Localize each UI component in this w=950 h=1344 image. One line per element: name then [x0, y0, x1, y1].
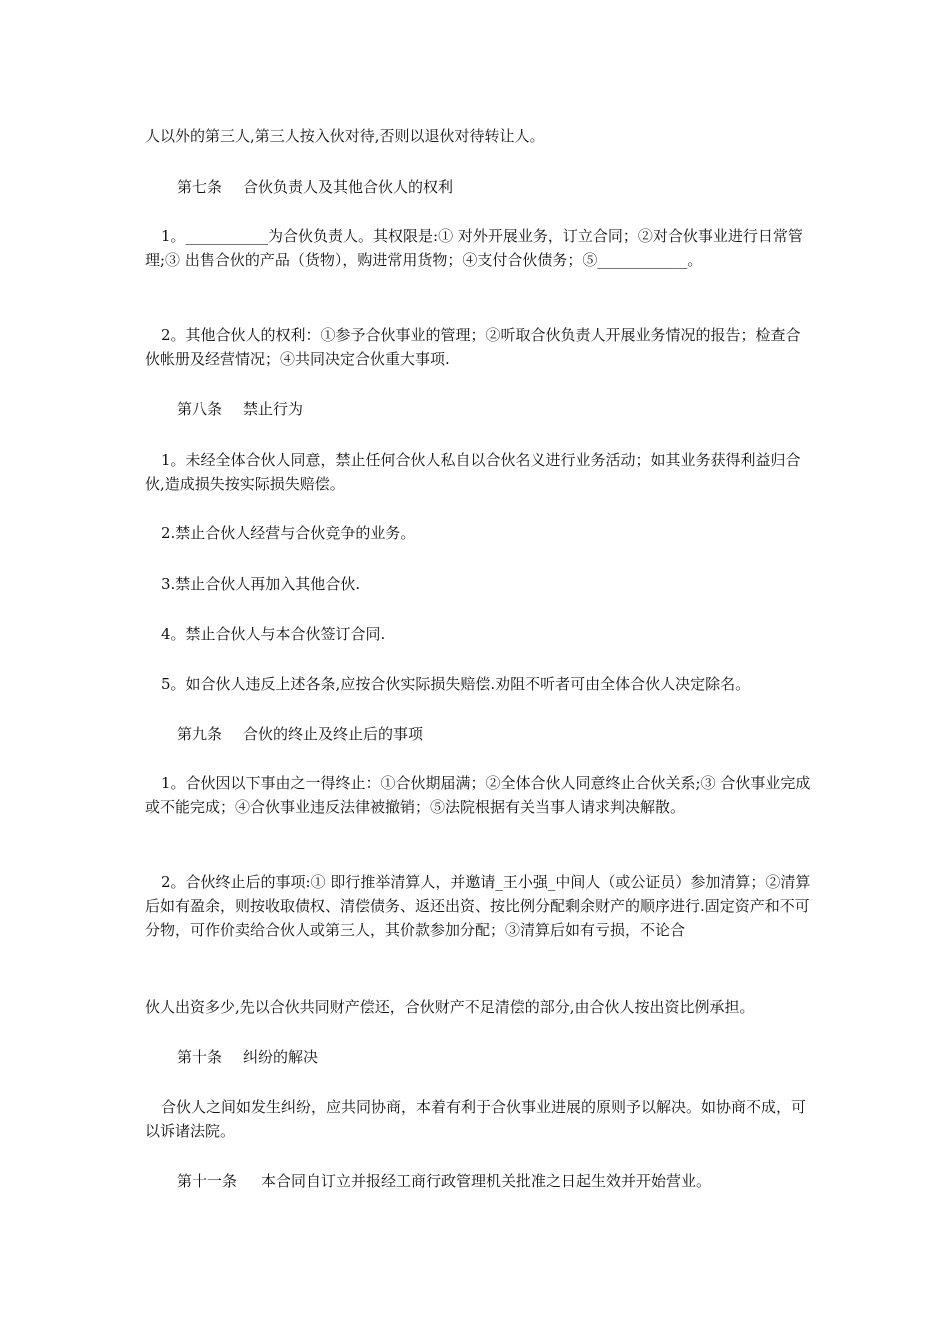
- article-8-clause-2: 2.禁止合伙人经营与合伙竞争的业务。: [161, 524, 416, 542]
- article-body: 本合同自订立并报经工商行政管理机关批准之日起生效并开始营业。: [261, 1172, 712, 1190]
- article-title: 禁止行为: [243, 400, 304, 418]
- article-number: 第七条: [177, 178, 223, 196]
- paragraph-transfer-continuation: 人以外的第三人,第三人按入伙对待,否则以退伙对待转让人。: [145, 127, 545, 145]
- article-9-clause-2: 2。合伙终止后的事项:① 即行推举清算人，并邀请_王小强_中间人（或公证员）参加清算；②清算后如有盈余，则按收取债权、清偿债务、返还出资、按比例分配剩余财产的顺序进行.固定资产和不可分物，可作价卖给合伙人或第三人，其价款参加分配；③清算后如有亏损，不论合: [145, 873, 811, 939]
- article-7-clause-1: 1。___________为合伙负责人。其权限是:① 对外开展业务，订立合同；②对合伙事业进行日常管理;③ 出售合伙的产品（货物），购进常用货物；④支付合伙债务；⑤____________。: [145, 227, 803, 269]
- article-8-clause-5: 5。如合伙人违反上述各条,应按合伙实际损失赔偿.劝阻不听者可由全体合伙人决定除名。: [161, 675, 751, 693]
- article-9-heading: [145, 722, 815, 746]
- article-11-heading: [145, 1169, 815, 1193]
- article-9-clause-1: 1。合伙因以下事由之一得终止：①合伙期届满；②全体合伙人同意终止合伙关系;③ 合伙事业完成或不能完成；④合伙事业违反法律被撤销；⑤法院根据有关当事人请求判决解散。: [145, 774, 811, 816]
- article-number: 第八条: [177, 400, 223, 418]
- article-number: 第十一条: [177, 1172, 238, 1190]
- article-title: 合伙负责人及其他合伙人的权利: [243, 178, 454, 196]
- article-8-clause-3: 3.禁止合伙人再加入其他合伙.: [161, 575, 361, 593]
- article-8-clause-1: 1。未经全体合伙人同意，禁止任何合伙人私自以合伙名义进行业务活动；如其业务获得利益归合伙,造成损失按实际损失赔偿。: [145, 451, 801, 493]
- article-title: 合伙的终止及终止后的事项: [243, 725, 424, 743]
- article-number: 第十条: [177, 1048, 223, 1066]
- article-8-heading: [145, 397, 815, 421]
- article-10-heading: [145, 1045, 815, 1069]
- article-7-clause-2: 2。其他合伙人的权利：①参予合伙事业的管理；②听取合伙负责人开展业务情况的报告；检查合伙帐册及经营情况；④共同决定合伙重大事项.: [145, 326, 801, 368]
- article-8-clause-4: 4。禁止合伙人与本合伙签订合同.: [161, 625, 386, 643]
- article-title: 纠纷的解决: [243, 1048, 319, 1066]
- article-9-clause-2-continuation: 伙人出资多少,先以合伙共同财产偿还，合伙财产不足清偿的部分,由合伙人按出资比例承担。: [145, 998, 755, 1016]
- article-7-heading: [145, 175, 815, 199]
- article-number: 第九条: [177, 725, 223, 743]
- article-10-body: 合伙人之间如发生纠纷，应共同协商，本着有利于合伙事业进展的原则予以解决。如协商不成，可以诉诸法院。: [145, 1098, 807, 1140]
